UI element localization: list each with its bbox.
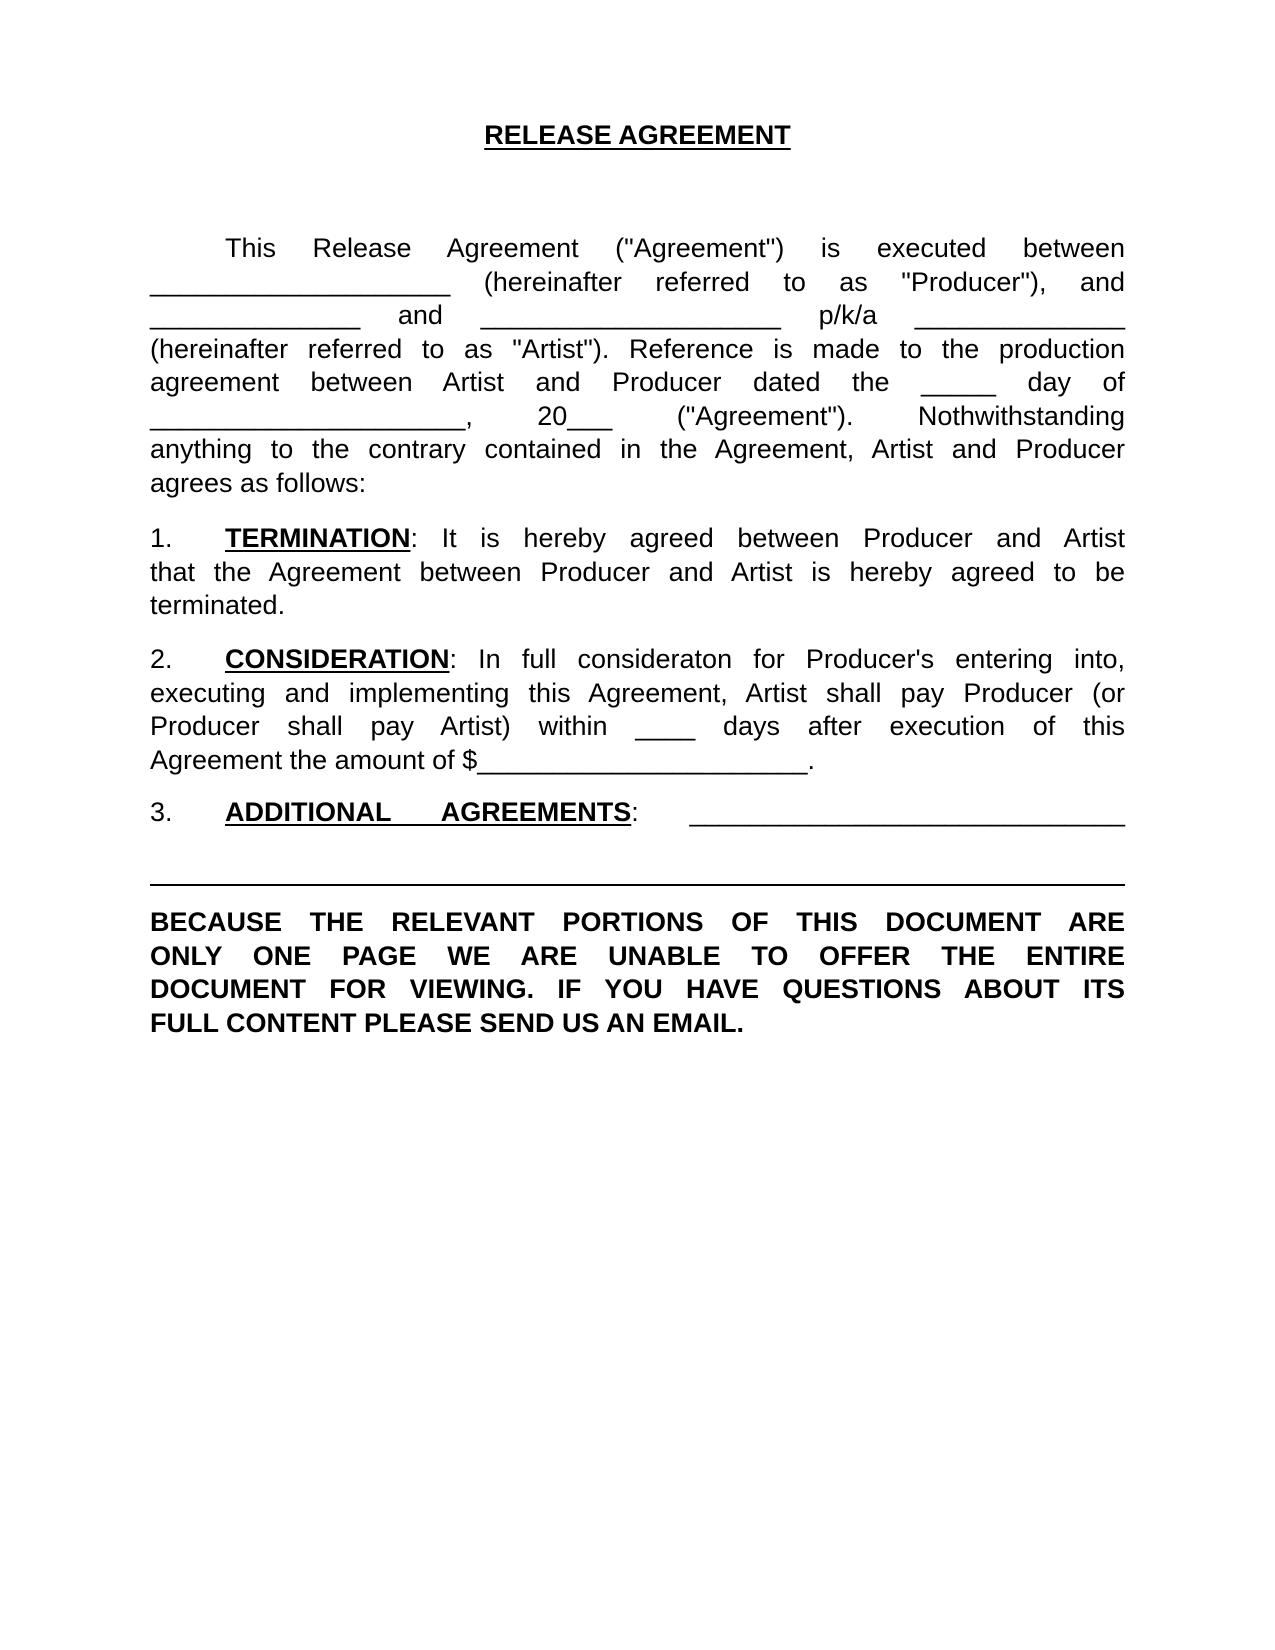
- section-line: Agreement the amount of $______________________.: [150, 744, 816, 775]
- intro-paragraph: [150, 232, 1125, 500]
- section-heading: TERMINATION: [225, 523, 411, 553]
- section-text: : It is hereby agreed between Producer and Artist: [410, 523, 1125, 553]
- section-heading: CONSIDERATION: [225, 644, 450, 674]
- notice-line: DOCUMENT FOR VIEWING. IF YOU HAVE QUESTIONS ABOUT ITS: [150, 974, 1125, 1004]
- intro-line: ______________ and ____________________ p/k/a ______________: [150, 300, 1125, 330]
- section-first-line: [150, 522, 1125, 556]
- section-line: Producer shall pay Artist) within ____ days after execution of this: [150, 711, 1125, 741]
- section-termination: [150, 522, 1125, 623]
- section-consideration: [150, 643, 1125, 777]
- section-text: : In full consideraton for Producer's entering into,: [449, 644, 1125, 674]
- section-first-line: [150, 643, 1125, 677]
- viewing-notice: [150, 906, 1125, 1040]
- section-number: 2.: [150, 644, 173, 674]
- section-line: that the Agreement between Producer and Artist is hereby agreed to be: [150, 556, 1125, 587]
- intro-line: _____________________, 20___ ("Agreement"). Nothwithstanding: [150, 400, 1125, 431]
- section-first-line: [150, 796, 1125, 830]
- notice-line: ONLY ONE PAGE WE ARE UNABLE TO OFFER THE ENTIRE: [150, 940, 1125, 971]
- blank-fill-line: [150, 884, 1125, 886]
- intro-line: ____________________ (hereinafter referred to as "Producer"), and: [150, 266, 1125, 297]
- section-line: executing and implementing this Agreement, Artist shall pay Producer (or: [150, 677, 1125, 708]
- intro-line: (hereinafter referred to as "Artist"). Reference is made to the production: [150, 333, 1125, 364]
- intro-line: agreement between Artist and Producer dated the _____ day of: [150, 367, 1125, 397]
- intro-line: agrees as follows:: [150, 467, 367, 498]
- section-additional-agreements: [150, 796, 1125, 830]
- section-number: 1.: [150, 523, 173, 553]
- notice-line: FULL CONTENT PLEASE SEND US AN EMAIL.: [150, 1007, 745, 1038]
- section-line: terminated.: [150, 590, 286, 620]
- document-title: RELEASE AGREEMENT: [484, 120, 791, 150]
- intro-line: anything to the contrary contained in the Agreement, Artist and Producer: [150, 434, 1125, 464]
- intro-line: This Release Agreement ("Agreement") is executed between: [225, 233, 1125, 263]
- notice-line: BECAUSE THE RELEVANT PORTIONS OF THIS DOCUMENT ARE: [150, 907, 1125, 937]
- section-text: : _____________________________: [631, 797, 1125, 827]
- section-number: 3.: [150, 797, 173, 827]
- section-heading: ADDITIONAL AGREEMENTS: [225, 797, 632, 827]
